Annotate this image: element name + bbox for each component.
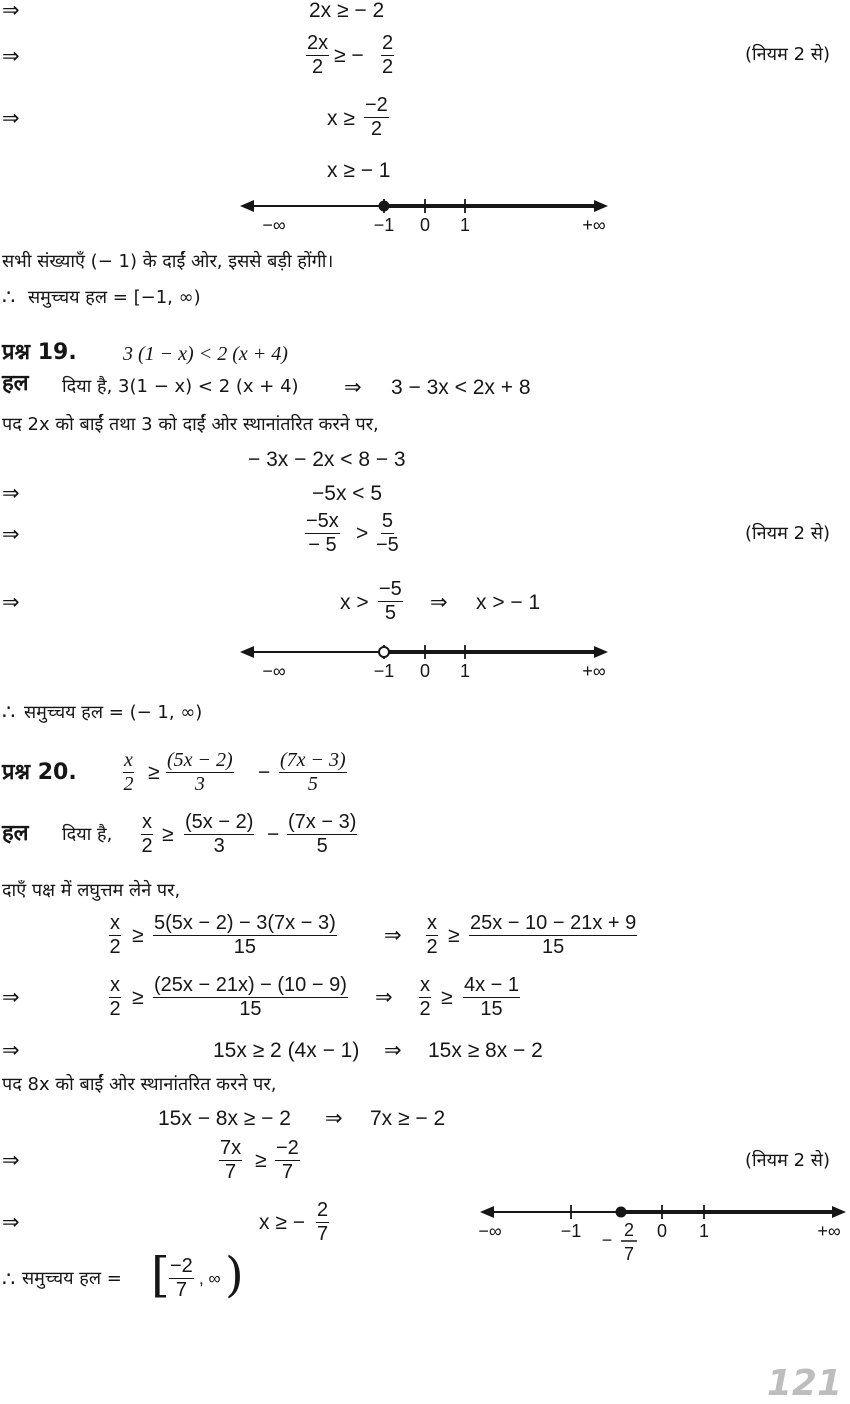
fraction: $\frac{2x}{2}$ <box>307 32 329 78</box>
transfer-note: पद 2x को बाईं तथा 3 को दाईं ओर स्थानांतरित करने पर, <box>2 414 379 435</box>
implies-arrow: ⇒ <box>2 1149 20 1172</box>
left-arrow-head <box>240 200 254 212</box>
equation-part: x > <box>340 591 369 614</box>
fraction: $\frac{2}{2}$ <box>382 32 394 78</box>
fraction: $\frac{5}{-5}$ <box>376 510 399 556</box>
implies-arrow: ⇒ <box>2 45 20 68</box>
equation-line: 15x ≥ 2 (4x − 1) <box>213 1039 360 1062</box>
operator: ≥ <box>448 924 460 947</box>
fraction: $\frac{-2}{2}$ <box>365 94 388 140</box>
question-label-19: प्रश्न 19. <box>2 340 77 365</box>
equation-part: x > − 1 <box>476 591 541 614</box>
number-line-1 <box>234 192 634 238</box>
operator: ≥ <box>441 986 453 1009</box>
equation-part: 7x ≥ − 2 <box>370 1107 446 1130</box>
fraction: $\frac{(5x - 2)}{3}$ <box>185 811 254 857</box>
rule-note: (नियम 2 से) <box>745 44 830 65</box>
implies-arrow: ⇒ <box>2 523 20 546</box>
equation-line: −5x < 5 <box>312 482 383 505</box>
tick-label: +∞ <box>582 215 606 235</box>
fraction: $\frac{4x - 1}{15}$ <box>464 974 520 1020</box>
implies-arrow: ⇒ <box>2 986 20 1009</box>
fraction: $\frac{-2}{7}$ <box>276 1137 299 1183</box>
solution-set: समुच्चय हल = (− 1, ∞) <box>24 702 203 723</box>
equation-line: 15x − 8x ≥ − 2 <box>158 1107 291 1130</box>
tick-label: −1 <box>373 661 395 681</box>
equation-line: − 3x − 2x < 8 − 3 <box>248 448 406 471</box>
implies-arrow: ⇒ <box>384 1039 402 1062</box>
fraction: $\frac{(5x - 2)}{3}$ <box>167 749 233 795</box>
given-line: दिया है, 3(1 − x) < 2 (x + 4) <box>62 376 299 397</box>
point-label-denominator: 7 <box>623 1244 635 1264</box>
equation-line: x ≥ − 1 <box>327 159 391 182</box>
operator: − <box>267 823 280 846</box>
note-text: सभी संख्याएँ (− 1) के दाईं ओर, इससे बड़ी होंगी। <box>2 251 334 272</box>
fraction: $\frac{x}{2}$ <box>419 974 431 1020</box>
fraction: $\frac{5(5x - 2) - 3(7x - 3)}{15}$ <box>154 912 336 958</box>
tick-label: −1 <box>560 1221 582 1241</box>
fraction: $\frac{x}{2}$ <box>123 749 134 795</box>
tick-label: 0 <box>656 1221 668 1241</box>
fraction: $\frac{x}{2}$ <box>109 912 121 958</box>
equation-line: 2x ≥ − 2 <box>309 0 385 22</box>
left-arrow-head <box>240 646 254 658</box>
point-label-numerator: 2 <box>623 1220 635 1240</box>
operator: ≥ <box>132 986 144 1009</box>
implies-arrow: ⇒ <box>2 591 20 614</box>
fraction: $\frac{25x - 10 - 21x + 9}{15}$ <box>470 912 637 958</box>
right-arrow-head <box>594 200 608 212</box>
fraction: $\frac{-5}{5}$ <box>379 578 402 624</box>
solution-prefix: समुच्चय हल = <box>22 1268 122 1289</box>
fraction: $\frac{7x}{7}$ <box>220 1137 242 1183</box>
equation-part: x ≥ − <box>259 1211 305 1234</box>
fraction: $\frac{(7x - 3)}{5}$ <box>280 749 346 795</box>
tick-label: −∞ <box>478 1221 502 1241</box>
fraction: $\frac{-5x}{- 5}$ <box>306 510 339 556</box>
equation-part: 3 − 3x < 2x + 8 <box>391 376 531 399</box>
operator: ≥ <box>162 823 174 846</box>
tick-label: +∞ <box>817 1221 841 1241</box>
fraction: $\frac{(7x - 3)}{5}$ <box>288 811 357 857</box>
implies-arrow: ⇒ <box>2 482 20 505</box>
tick-label: −∞ <box>262 215 286 235</box>
right-arrow-head <box>832 1206 846 1218</box>
right-paren: ) <box>225 1247 244 1303</box>
therefore-symbol: ∴ <box>2 1268 16 1291</box>
implies-arrow: ⇒ <box>375 986 393 1009</box>
solution-set: समुच्चय हल = [−1, ∞) <box>28 287 201 308</box>
fraction: $\frac{x}{2}$ <box>426 912 438 958</box>
equation-part: x ≥ <box>327 107 355 130</box>
fraction: $\frac{2}{7}$ <box>317 1199 329 1245</box>
tick-label: −∞ <box>262 661 286 681</box>
filled-point <box>379 201 390 212</box>
rule-note: (नियम 2 से) <box>745 523 830 544</box>
solution-label: हल <box>2 371 29 396</box>
given-line: दिया है, <box>62 824 113 845</box>
implies-arrow: ⇒ <box>384 924 402 947</box>
implies-arrow: ⇒ <box>325 1107 343 1130</box>
tick-label: 1 <box>459 661 471 681</box>
fraction: $\frac{x}{2}$ <box>141 811 153 857</box>
tick-label: 1 <box>459 215 471 235</box>
fraction: $\frac{x}{2}$ <box>109 974 121 1020</box>
implies-arrow: ⇒ <box>2 1211 20 1234</box>
page-number: 121 <box>766 1363 842 1404</box>
tick-label: −1 <box>373 215 395 235</box>
number-line-3 <box>474 1198 850 1288</box>
right-arrow-head <box>594 646 608 658</box>
tick-label: 0 <box>419 661 431 681</box>
implies-arrow: ⇒ <box>2 0 20 22</box>
operator: − <box>258 761 271 784</box>
tick-label: 1 <box>698 1221 710 1241</box>
therefore-symbol: ∴ <box>2 701 16 724</box>
implies-arrow: ⇒ <box>344 376 362 399</box>
equation-part: 15x ≥ 8x − 2 <box>428 1039 543 1062</box>
tick-label: +∞ <box>582 661 606 681</box>
implies-arrow: ⇒ <box>430 591 448 614</box>
lcm-note: दाएँ पक्ष में लघुत्तम लेने पर, <box>2 880 181 901</box>
solution-tail: , ∞ <box>199 1269 221 1288</box>
implies-arrow: ⇒ <box>2 107 20 130</box>
operator: ≥ <box>132 924 144 947</box>
point-label-minus: − <box>601 1230 613 1250</box>
implies-arrow: ⇒ <box>2 1039 20 1062</box>
fraction: $\frac{-2}{7}$ <box>170 1255 193 1301</box>
therefore-symbol: ∴ <box>2 286 16 309</box>
operator: > <box>356 522 369 545</box>
operator: ≥ <box>255 1149 267 1172</box>
rule-note: (नियम 2 से) <box>745 1150 830 1171</box>
number-line-2 <box>234 638 634 684</box>
left-bracket: [ <box>151 1247 170 1303</box>
transfer-note: पद 8x को बाईं ओर स्थानांतरित करने पर, <box>2 1074 277 1095</box>
left-arrow-head <box>480 1206 494 1218</box>
fraction: $\frac{(25x - 21x) - (10 - 9)}{15}$ <box>154 974 347 1020</box>
question-label-20: प्रश्न 20. <box>2 760 77 785</box>
operator: ≥ <box>148 761 160 784</box>
solution-label: हल <box>2 821 29 846</box>
question-statement: 3 (1 − x) < 2 (x + 4) <box>123 343 288 365</box>
operator: ≥ − <box>334 44 364 67</box>
tick-label: 0 <box>419 215 431 235</box>
filled-point <box>616 1207 627 1218</box>
open-point <box>379 647 389 657</box>
